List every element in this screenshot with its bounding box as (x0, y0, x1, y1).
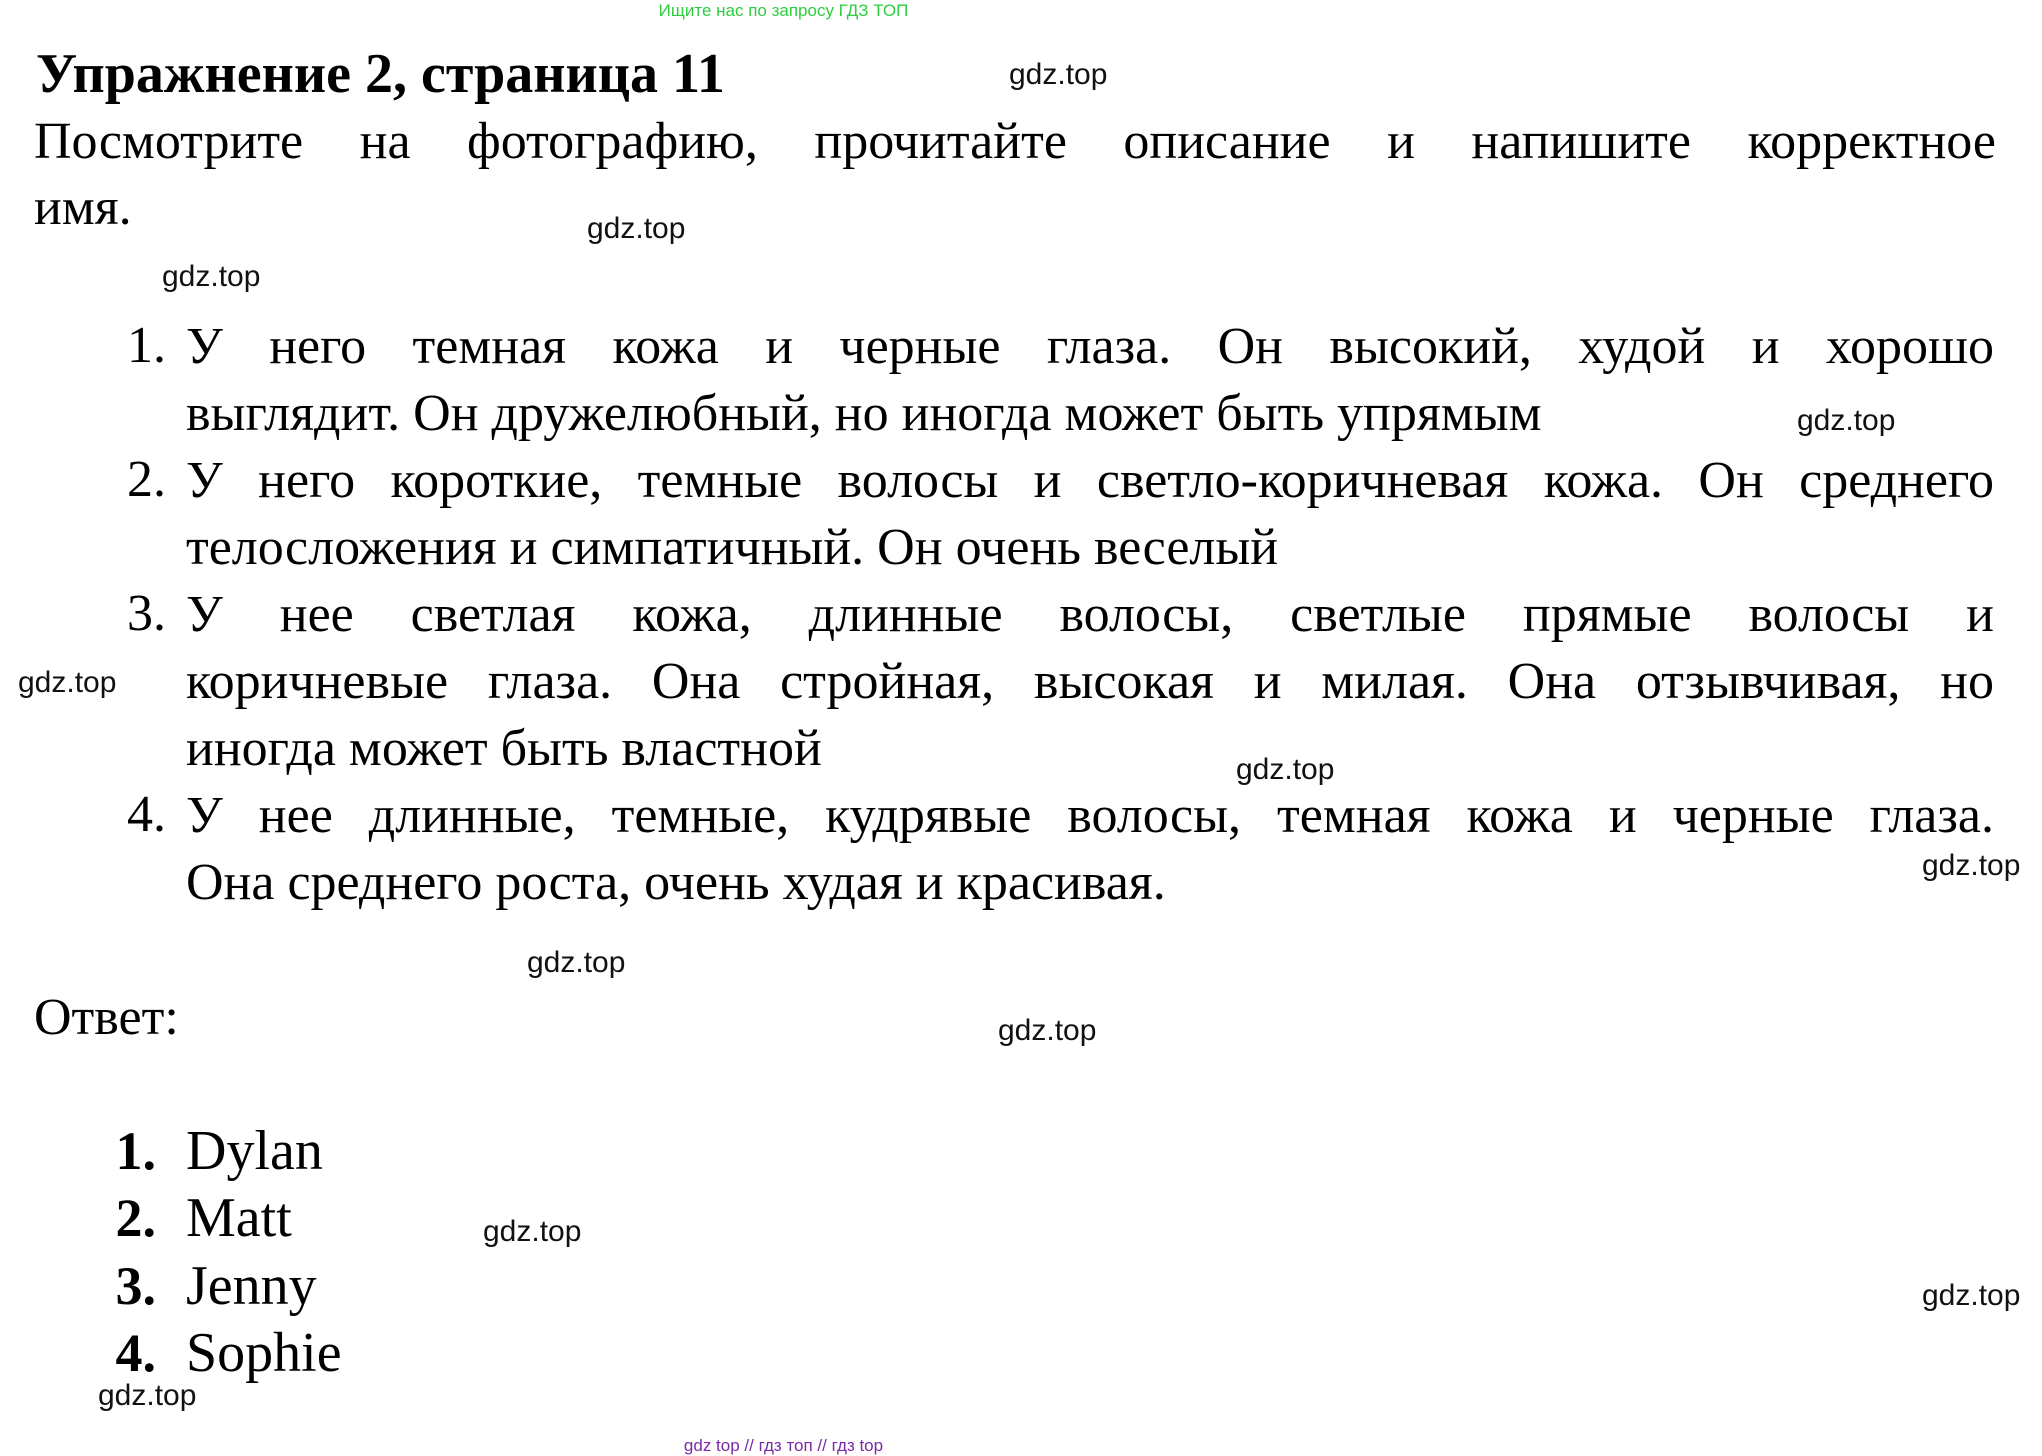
item-line: выглядит. Он дружелюбный, но иногда может быть упрямым (186, 385, 1542, 442)
item-line: иногда может быть властной (186, 720, 822, 777)
watermark: gdz.top (162, 260, 261, 293)
item-line: У него короткие, темные волосы и светло-коричневая кожа. Он среднего (186, 452, 1994, 509)
list-item (186, 447, 1994, 581)
watermark: gdz.top (998, 1014, 1097, 1047)
item-number: 4. (127, 786, 166, 843)
answer-name: Jenny (186, 1255, 317, 1317)
answer-name: Matt (186, 1187, 292, 1249)
watermark: gdz.top (1922, 849, 2021, 882)
instruction-line-1: Посмотрите на фотографию, прочитайте описание и напишите корректное (34, 113, 1996, 170)
list-item (186, 581, 1994, 782)
page-title: Упражнение 2, страница 11 (36, 43, 725, 105)
instruction-text (34, 109, 1996, 241)
item-line: Она среднего роста, очень худая и красивая. (186, 854, 1166, 911)
answer-label: Ответ: (34, 989, 179, 1046)
item-line: коричневые глаза. Она стройная, высокая и милая. Она отзывчивая, но (186, 653, 1994, 710)
item-line: У нее длинные, темные, кудрявые волосы, темная кожа и черные глаза. (186, 787, 1994, 844)
item-line: У нее светлая кожа, длинные волосы, светлые прямые волосы и (186, 586, 1994, 643)
answer-name: Sophie (186, 1322, 342, 1384)
top-banner: Ищите нас по запросу ГДЗ ТОП (658, 1, 909, 20)
watermark: gdz.top (1922, 1279, 2021, 1312)
watermark: gdz.top (587, 212, 686, 245)
item-line: телосложения и симпатичный. Он очень веселый (186, 519, 1279, 576)
watermark: gdz.top (98, 1379, 197, 1412)
item-number: 1. (127, 317, 166, 374)
answer-number: 4. (115, 1323, 156, 1383)
watermark: gdz.top (1236, 753, 1335, 786)
instruction-line-2: имя. (34, 179, 132, 236)
watermark: gdz.top (18, 666, 117, 699)
watermark: gdz.top (1797, 404, 1896, 437)
watermark: gdz.top (483, 1215, 582, 1248)
item-number: 3. (127, 585, 166, 642)
watermark: gdz.top (527, 946, 626, 979)
item-line: У него темная кожа и черные глаза. Он высокий, худой и хорошо (186, 318, 1994, 375)
answer-number: 2. (115, 1188, 156, 1248)
answer-number: 1. (115, 1121, 156, 1181)
list-item (186, 782, 1994, 916)
footer-text: gdz top // гдз топ // гдз top (683, 1436, 884, 1455)
answer-name: Dylan (186, 1120, 323, 1182)
item-number: 2. (127, 451, 166, 508)
watermark: gdz.top (1009, 58, 1108, 91)
answer-number: 3. (115, 1256, 156, 1316)
list-item (186, 313, 1994, 447)
